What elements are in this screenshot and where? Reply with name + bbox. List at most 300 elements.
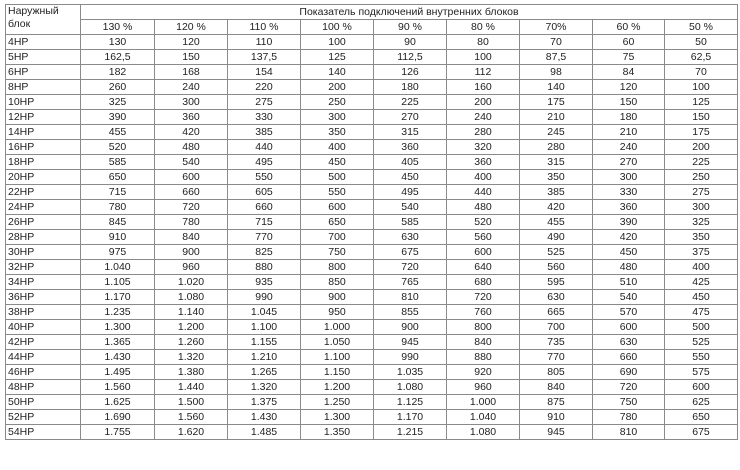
capacity-value-cell: 360: [447, 155, 520, 170]
capacity-value-cell: 780: [81, 200, 155, 215]
capacity-value-cell: 70: [665, 65, 738, 80]
percent-header: 80 %: [447, 20, 520, 35]
capacity-value-cell: 1.100: [228, 320, 301, 335]
capacity-value-cell: 450: [593, 245, 665, 260]
capacity-value-cell: 120: [593, 80, 665, 95]
capacity-value-cell: 330: [228, 110, 301, 125]
capacity-value-cell: 315: [374, 125, 447, 140]
table-row: [6, 365, 738, 380]
capacity-value-cell: 360: [155, 110, 228, 125]
outdoor-unit-cell: 34HP: [6, 275, 81, 290]
capacity-value-cell: 50: [665, 35, 738, 50]
capacity-value-cell: 550: [301, 185, 374, 200]
capacity-value-cell: 510: [593, 275, 665, 290]
capacity-value-cell: 1.625: [81, 395, 155, 410]
capacity-value-cell: 455: [520, 215, 593, 230]
header-row-group: [6, 5, 738, 20]
capacity-value-cell: 180: [374, 80, 447, 95]
capacity-value-cell: 300: [665, 200, 738, 215]
capacity-value-cell: 975: [81, 245, 155, 260]
capacity-value-cell: 630: [593, 335, 665, 350]
capacity-value-cell: 1.200: [301, 380, 374, 395]
table-row: [6, 305, 738, 320]
capacity-value-cell: 780: [155, 215, 228, 230]
outdoor-unit-cell: 28HP: [6, 230, 81, 245]
capacity-value-cell: 690: [593, 365, 665, 380]
capacity-value-cell: 720: [155, 200, 228, 215]
outdoor-unit-cell: 32HP: [6, 260, 81, 275]
percent-header: 100 %: [301, 20, 374, 35]
capacity-value-cell: 1.170: [374, 410, 447, 425]
capacity-value-cell: 1.200: [155, 320, 228, 335]
capacity-value-cell: 350: [520, 170, 593, 185]
capacity-value-cell: 600: [593, 320, 665, 335]
table-row: [6, 200, 738, 215]
table-row: [6, 125, 738, 140]
table-row: [6, 95, 738, 110]
table-row: [6, 395, 738, 410]
capacity-value-cell: 240: [447, 110, 520, 125]
capacity-value-cell: 540: [155, 155, 228, 170]
capacity-value-cell: 150: [665, 110, 738, 125]
capacity-value-cell: 825: [228, 245, 301, 260]
table-row: [6, 320, 738, 335]
capacity-value-cell: 330: [593, 185, 665, 200]
capacity-value-cell: 1.620: [155, 425, 228, 440]
table-row: [6, 170, 738, 185]
capacity-value-cell: 420: [155, 125, 228, 140]
outdoor-unit-cell: 44HP: [6, 350, 81, 365]
percent-header: 60 %: [593, 20, 665, 35]
capacity-value-cell: 900: [155, 245, 228, 260]
capacity-value-cell: 495: [228, 155, 301, 170]
capacity-value-cell: 1.150: [301, 365, 374, 380]
capacity-value-cell: 200: [301, 80, 374, 95]
capacity-value-cell: 1.080: [374, 380, 447, 395]
capacity-value-cell: 280: [447, 125, 520, 140]
capacity-value-cell: 275: [665, 185, 738, 200]
capacity-value-cell: 1.035: [374, 365, 447, 380]
capacity-value-cell: 605: [228, 185, 301, 200]
capacity-value-cell: 800: [447, 320, 520, 335]
capacity-value-cell: 715: [228, 215, 301, 230]
table-row: [6, 290, 738, 305]
capacity-value-cell: 1.560: [155, 410, 228, 425]
capacity-value-cell: 440: [447, 185, 520, 200]
capacity-value-cell: 400: [301, 140, 374, 155]
capacity-value-cell: 650: [81, 170, 155, 185]
capacity-value-cell: 660: [593, 350, 665, 365]
table-row: [6, 275, 738, 290]
capacity-value-cell: 140: [520, 80, 593, 95]
capacity-value-cell: 630: [374, 230, 447, 245]
capacity-value-cell: 500: [301, 170, 374, 185]
capacity-value-cell: 855: [374, 305, 447, 320]
capacity-value-cell: 875: [520, 395, 593, 410]
capacity-value-cell: 675: [665, 425, 738, 440]
capacity-value-cell: 250: [301, 95, 374, 110]
capacity-value-cell: 575: [665, 365, 738, 380]
percent-header: 130 %: [81, 20, 155, 35]
capacity-value-cell: 225: [374, 95, 447, 110]
capacity-value-cell: 650: [301, 215, 374, 230]
table-row: [6, 410, 738, 425]
capacity-value-cell: 600: [447, 245, 520, 260]
capacity-value-cell: 275: [228, 95, 301, 110]
capacity-value-cell: 450: [665, 290, 738, 305]
capacity-value-cell: 665: [520, 305, 593, 320]
capacity-value-cell: 210: [593, 125, 665, 140]
capacity-value-cell: 765: [374, 275, 447, 290]
capacity-value-cell: 455: [81, 125, 155, 140]
capacity-value-cell: 450: [301, 155, 374, 170]
capacity-value-cell: 450: [374, 170, 447, 185]
outdoor-unit-cell: 42HP: [6, 335, 81, 350]
capacity-value-cell: 560: [447, 230, 520, 245]
capacity-value-cell: 810: [374, 290, 447, 305]
capacity-value-cell: 880: [228, 260, 301, 275]
capacity-value-cell: 1.380: [155, 365, 228, 380]
capacity-value-cell: 400: [447, 170, 520, 185]
capacity-value-cell: 240: [155, 80, 228, 95]
capacity-value-cell: 475: [665, 305, 738, 320]
capacity-value-cell: 950: [301, 305, 374, 320]
capacity-value-cell: 125: [665, 95, 738, 110]
percent-header: 70%: [520, 20, 593, 35]
capacity-value-cell: 400: [665, 260, 738, 275]
capacity-value-cell: 720: [374, 260, 447, 275]
outdoor-unit-cell: 4HP: [6, 35, 81, 50]
capacity-value-cell: 1.265: [228, 365, 301, 380]
capacity-value-cell: 750: [593, 395, 665, 410]
outdoor-unit-cell: 8HP: [6, 80, 81, 95]
capacity-value-cell: 945: [520, 425, 593, 440]
capacity-value-cell: 525: [665, 335, 738, 350]
outdoor-unit-cell: 40HP: [6, 320, 81, 335]
outdoor-unit-cell: 16HP: [6, 140, 81, 155]
capacity-value-cell: 1.100: [301, 350, 374, 365]
capacity-value-cell: 300: [155, 95, 228, 110]
table-row: [6, 185, 738, 200]
outdoor-unit-cell: 46HP: [6, 365, 81, 380]
outdoor-unit-cell: 52HP: [6, 410, 81, 425]
capacity-value-cell: 805: [520, 365, 593, 380]
capacity-value-cell: 560: [520, 260, 593, 275]
capacity-value-cell: 162,5: [81, 50, 155, 65]
capacity-value-cell: 920: [447, 365, 520, 380]
capacity-value-cell: 375: [665, 245, 738, 260]
table-row: [6, 215, 738, 230]
capacity-value-cell: 1.040: [81, 260, 155, 275]
table-row: [6, 245, 738, 260]
capacity-value-cell: 840: [155, 230, 228, 245]
capacity-value-cell: 550: [665, 350, 738, 365]
capacity-value-cell: 675: [374, 245, 447, 260]
capacity-value-cell: 405: [374, 155, 447, 170]
capacity-value-cell: 120: [155, 35, 228, 50]
capacity-value-cell: 140: [301, 65, 374, 80]
capacity-value-cell: 175: [520, 95, 593, 110]
capacity-value-cell: 630: [520, 290, 593, 305]
capacity-value-cell: 180: [593, 110, 665, 125]
capacity-value-cell: 1.755: [81, 425, 155, 440]
capacity-value-cell: 1.690: [81, 410, 155, 425]
capacity-value-cell: 84: [593, 65, 665, 80]
capacity-value-cell: 1.080: [447, 425, 520, 440]
capacity-value-cell: 945: [374, 335, 447, 350]
capacity-table: [5, 4, 738, 440]
capacity-value-cell: 1.260: [155, 335, 228, 350]
table-row: [6, 335, 738, 350]
outdoor-unit-header-line2: блок: [8, 18, 31, 30]
capacity-value-cell: 770: [228, 230, 301, 245]
capacity-value-cell: 315: [520, 155, 593, 170]
capacity-value-cell: 60: [593, 35, 665, 50]
capacity-value-cell: 760: [447, 305, 520, 320]
capacity-value-cell: 70: [520, 35, 593, 50]
capacity-value-cell: 1.040: [447, 410, 520, 425]
capacity-value-cell: 150: [155, 50, 228, 65]
capacity-value-cell: 1.050: [301, 335, 374, 350]
capacity-value-cell: 910: [520, 410, 593, 425]
capacity-value-cell: 680: [447, 275, 520, 290]
capacity-value-cell: 245: [520, 125, 593, 140]
capacity-value-cell: 154: [228, 65, 301, 80]
capacity-value-cell: 260: [81, 80, 155, 95]
capacity-value-cell: 490: [520, 230, 593, 245]
capacity-value-cell: 700: [301, 230, 374, 245]
capacity-table-container: [5, 4, 738, 440]
capacity-value-cell: 1.440: [155, 380, 228, 395]
capacity-value-cell: 800: [301, 260, 374, 275]
capacity-value-cell: 300: [301, 110, 374, 125]
capacity-value-cell: 520: [81, 140, 155, 155]
capacity-value-cell: 1.495: [81, 365, 155, 380]
capacity-value-cell: 160: [447, 80, 520, 95]
capacity-value-cell: 640: [447, 260, 520, 275]
outdoor-unit-cell: 6HP: [6, 65, 81, 80]
percent-header: 120 %: [155, 20, 228, 35]
capacity-value-cell: 1.320: [155, 350, 228, 365]
capacity-value-cell: 1.250: [301, 395, 374, 410]
capacity-value-cell: 90: [374, 35, 447, 50]
capacity-value-cell: 390: [593, 215, 665, 230]
capacity-value-cell: 112: [447, 65, 520, 80]
outdoor-unit-cell: 22HP: [6, 185, 81, 200]
capacity-value-cell: 780: [593, 410, 665, 425]
capacity-value-cell: 1.560: [81, 380, 155, 395]
capacity-value-cell: 585: [81, 155, 155, 170]
outdoor-unit-cell: 5HP: [6, 50, 81, 65]
capacity-value-cell: 440: [228, 140, 301, 155]
header-row-percent: [6, 20, 738, 35]
capacity-value-cell: 990: [374, 350, 447, 365]
outdoor-unit-header-line1: Наружный: [8, 5, 59, 17]
capacity-value-cell: 1.375: [228, 395, 301, 410]
capacity-value-cell: 880: [447, 350, 520, 365]
table-row: [6, 350, 738, 365]
capacity-value-cell: 570: [593, 305, 665, 320]
capacity-value-cell: 1.485: [228, 425, 301, 440]
capacity-value-cell: 300: [593, 170, 665, 185]
table-row: [6, 230, 738, 245]
capacity-value-cell: 425: [665, 275, 738, 290]
capacity-value-cell: 270: [374, 110, 447, 125]
outdoor-unit-cell: 50HP: [6, 395, 81, 410]
capacity-value-cell: 700: [520, 320, 593, 335]
capacity-value-cell: 935: [228, 275, 301, 290]
outdoor-unit-header: [6, 5, 81, 35]
capacity-value-cell: 525: [520, 245, 593, 260]
outdoor-unit-cell: 48HP: [6, 380, 81, 395]
capacity-value-cell: 168: [155, 65, 228, 80]
capacity-value-cell: 585: [374, 215, 447, 230]
capacity-value-cell: 650: [665, 410, 738, 425]
capacity-value-cell: 600: [665, 380, 738, 395]
capacity-value-cell: 220: [228, 80, 301, 95]
outdoor-unit-cell: 30HP: [6, 245, 81, 260]
capacity-value-cell: 540: [593, 290, 665, 305]
outdoor-unit-cell: 14HP: [6, 125, 81, 140]
capacity-value-cell: 1.020: [155, 275, 228, 290]
capacity-value-cell: 720: [447, 290, 520, 305]
table-row: [6, 140, 738, 155]
capacity-value-cell: 750: [301, 245, 374, 260]
capacity-value-cell: 810: [593, 425, 665, 440]
capacity-value-cell: 960: [447, 380, 520, 395]
table-row: [6, 155, 738, 170]
capacity-value-cell: 1.170: [81, 290, 155, 305]
table-row: [6, 35, 738, 50]
capacity-value-cell: 112,5: [374, 50, 447, 65]
capacity-value-cell: 350: [301, 125, 374, 140]
capacity-value-cell: 250: [665, 170, 738, 185]
table-body: [6, 35, 738, 440]
capacity-value-cell: 137,5: [228, 50, 301, 65]
table-row: [6, 80, 738, 95]
capacity-value-cell: 175: [665, 125, 738, 140]
capacity-value-cell: 1.430: [228, 410, 301, 425]
capacity-value-cell: 62,5: [665, 50, 738, 65]
capacity-value-cell: 540: [374, 200, 447, 215]
capacity-value-cell: 1.080: [155, 290, 228, 305]
capacity-value-cell: 990: [228, 290, 301, 305]
capacity-value-cell: 715: [81, 185, 155, 200]
outdoor-unit-cell: 38HP: [6, 305, 81, 320]
capacity-value-cell: 420: [593, 230, 665, 245]
capacity-value-cell: 110: [228, 35, 301, 50]
capacity-value-cell: 360: [593, 200, 665, 215]
capacity-value-cell: 480: [447, 200, 520, 215]
capacity-value-cell: 325: [81, 95, 155, 110]
table-row: [6, 260, 738, 275]
capacity-value-cell: 625: [665, 395, 738, 410]
capacity-value-cell: 900: [374, 320, 447, 335]
capacity-value-cell: 75: [593, 50, 665, 65]
capacity-value-cell: 1.320: [228, 380, 301, 395]
capacity-value-cell: 840: [447, 335, 520, 350]
capacity-value-cell: 98: [520, 65, 593, 80]
capacity-value-cell: 390: [81, 110, 155, 125]
capacity-value-cell: 595: [520, 275, 593, 290]
capacity-value-cell: 100: [447, 50, 520, 65]
capacity-value-cell: 500: [665, 320, 738, 335]
capacity-value-cell: 1.125: [374, 395, 447, 410]
outdoor-unit-cell: 10HP: [6, 95, 81, 110]
capacity-value-cell: 480: [155, 140, 228, 155]
outdoor-unit-cell: 20HP: [6, 170, 81, 185]
capacity-value-cell: 125: [301, 50, 374, 65]
capacity-value-cell: 960: [155, 260, 228, 275]
capacity-value-cell: 1.140: [155, 305, 228, 320]
capacity-value-cell: 1.350: [301, 425, 374, 440]
capacity-value-cell: 900: [301, 290, 374, 305]
capacity-value-cell: 210: [520, 110, 593, 125]
capacity-value-cell: 200: [447, 95, 520, 110]
table-row: [6, 425, 738, 440]
capacity-value-cell: 1.365: [81, 335, 155, 350]
capacity-value-cell: 225: [665, 155, 738, 170]
capacity-value-cell: 100: [301, 35, 374, 50]
capacity-value-cell: 385: [520, 185, 593, 200]
outdoor-unit-cell: 36HP: [6, 290, 81, 305]
capacity-value-cell: 420: [520, 200, 593, 215]
capacity-value-cell: 200: [665, 140, 738, 155]
capacity-value-cell: 280: [520, 140, 593, 155]
capacity-value-cell: 130: [81, 35, 155, 50]
capacity-value-cell: 350: [665, 230, 738, 245]
outdoor-unit-cell: 54HP: [6, 425, 81, 440]
capacity-value-cell: 360: [374, 140, 447, 155]
capacity-value-cell: 1.000: [447, 395, 520, 410]
capacity-value-cell: 150: [593, 95, 665, 110]
capacity-value-cell: 770: [520, 350, 593, 365]
capacity-value-cell: 385: [228, 125, 301, 140]
capacity-value-cell: 126: [374, 65, 447, 80]
capacity-value-cell: 850: [301, 275, 374, 290]
capacity-value-cell: 520: [447, 215, 520, 230]
capacity-value-cell: 270: [593, 155, 665, 170]
capacity-value-cell: 550: [228, 170, 301, 185]
capacity-value-cell: 1.300: [301, 410, 374, 425]
capacity-value-cell: 660: [228, 200, 301, 215]
capacity-value-cell: 100: [665, 80, 738, 95]
capacity-value-cell: 495: [374, 185, 447, 200]
capacity-value-cell: 87,5: [520, 50, 593, 65]
capacity-value-cell: 320: [447, 140, 520, 155]
capacity-value-cell: 480: [593, 260, 665, 275]
capacity-value-cell: 1.210: [228, 350, 301, 365]
capacity-value-cell: 1.500: [155, 395, 228, 410]
percent-header: 90 %: [374, 20, 447, 35]
percent-header: 110 %: [228, 20, 301, 35]
capacity-value-cell: 1.000: [301, 320, 374, 335]
outdoor-unit-cell: 24HP: [6, 200, 81, 215]
capacity-value-cell: 600: [155, 170, 228, 185]
table-row: [6, 380, 738, 395]
capacity-value-cell: 910: [81, 230, 155, 245]
table-row: [6, 110, 738, 125]
connection-ratio-header: Показатель подключений внутренних блоков: [81, 5, 738, 20]
capacity-value-cell: 80: [447, 35, 520, 50]
percent-header: 50 %: [665, 20, 738, 35]
outdoor-unit-cell: 26HP: [6, 215, 81, 230]
capacity-value-cell: 182: [81, 65, 155, 80]
capacity-value-cell: 840: [520, 380, 593, 395]
capacity-value-cell: 720: [593, 380, 665, 395]
capacity-value-cell: 1.235: [81, 305, 155, 320]
capacity-value-cell: 325: [665, 215, 738, 230]
